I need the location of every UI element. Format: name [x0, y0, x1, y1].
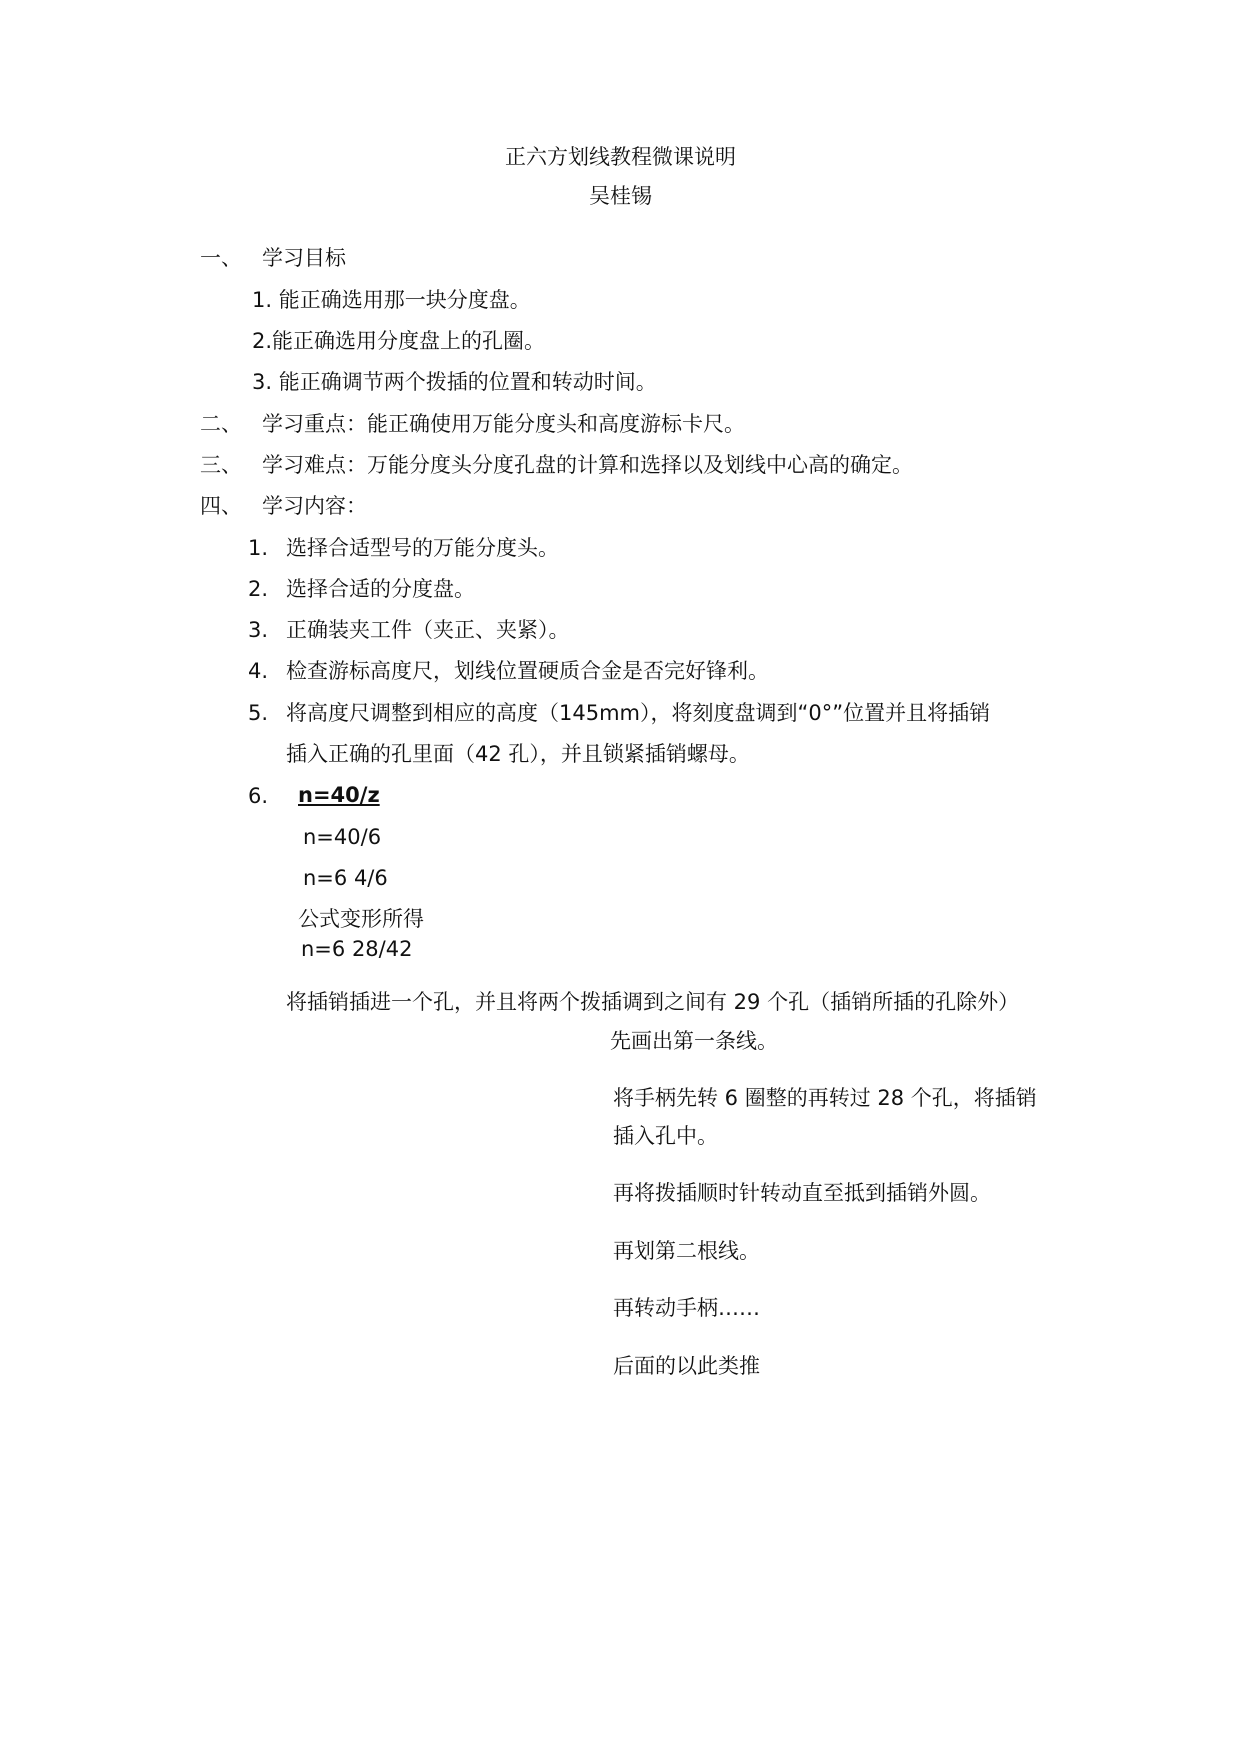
content-item-number: 4.: [248, 659, 269, 683]
step-line: 再转动手柄……: [613, 1296, 760, 1320]
content-item-text: 正确装夹工件（夹正、夹紧）。: [286, 618, 570, 642]
section-heading: 学习内容：: [262, 494, 367, 518]
doc-title: 正六方划线教程微课说明: [505, 145, 736, 169]
step-line: 插入孔中。: [613, 1124, 718, 1148]
section-number: 一、: [200, 246, 242, 270]
goal-item: 2.能正确选用分度盘上的孔圈。: [252, 329, 546, 353]
step-line: 再划第二根线。: [613, 1239, 760, 1263]
section-number: 二、: [200, 412, 242, 436]
doc-author: 吴桂锡: [589, 184, 652, 208]
content-item-text: 将高度尺调整到相应的高度（145mm），将刻度盘调到“0°”位置并且将插销: [286, 701, 991, 725]
formula-line: n=6 28/42: [301, 937, 413, 961]
content-item-number: 6.: [248, 784, 269, 808]
content-item-number: 2.: [248, 577, 269, 601]
formula-heading: n=40/z: [298, 783, 380, 807]
formula-note: 公式变形所得: [298, 907, 424, 931]
section-heading: 学习目标: [262, 246, 346, 270]
step-line: 后面的以此类推: [613, 1354, 760, 1378]
content-item-text: 检查游标高度尺，划线位置硬质合金是否完好锋利。: [286, 659, 769, 683]
content-item-number: 3.: [248, 618, 269, 642]
section-heading: 学习难点：万能分度头分度孔盘的计算和选择以及划线中心高的确定。: [262, 453, 913, 477]
formula-line: n=40/6: [303, 825, 382, 849]
content-item-number: 1.: [248, 536, 269, 560]
step-line: 将手柄先转 6 圈整的再转过 28 个孔，将插销: [613, 1086, 1037, 1110]
section-heading: 学习重点：能正确使用万能分度头和高度游标卡尺。: [262, 412, 745, 436]
step-line: 先画出第一条线。: [610, 1029, 778, 1053]
content-item-continuation: 插入正确的孔里面（42 孔），并且锁紧插销螺母。: [286, 742, 750, 766]
content-item-text: 选择合适型号的万能分度头。: [286, 536, 559, 560]
section-number: 四、: [200, 494, 242, 518]
formula-line: n=6 4/6: [303, 866, 388, 890]
step-line: 再将拨插顺时针转动直至抵到插销外圆。: [613, 1181, 991, 1205]
section-number: 三、: [200, 453, 242, 477]
goal-item: 1. 能正确选用那一块分度盘。: [252, 288, 531, 312]
step-intro: 将插销插进一个孔，并且将两个拨插调到之间有 29 个孔（插销所插的孔除外）: [286, 990, 1020, 1014]
goal-item: 3. 能正确调节两个拨插的位置和转动时间。: [252, 370, 657, 394]
content-item-number: 5.: [248, 701, 269, 725]
content-item-text: 选择合适的分度盘。: [286, 577, 475, 601]
